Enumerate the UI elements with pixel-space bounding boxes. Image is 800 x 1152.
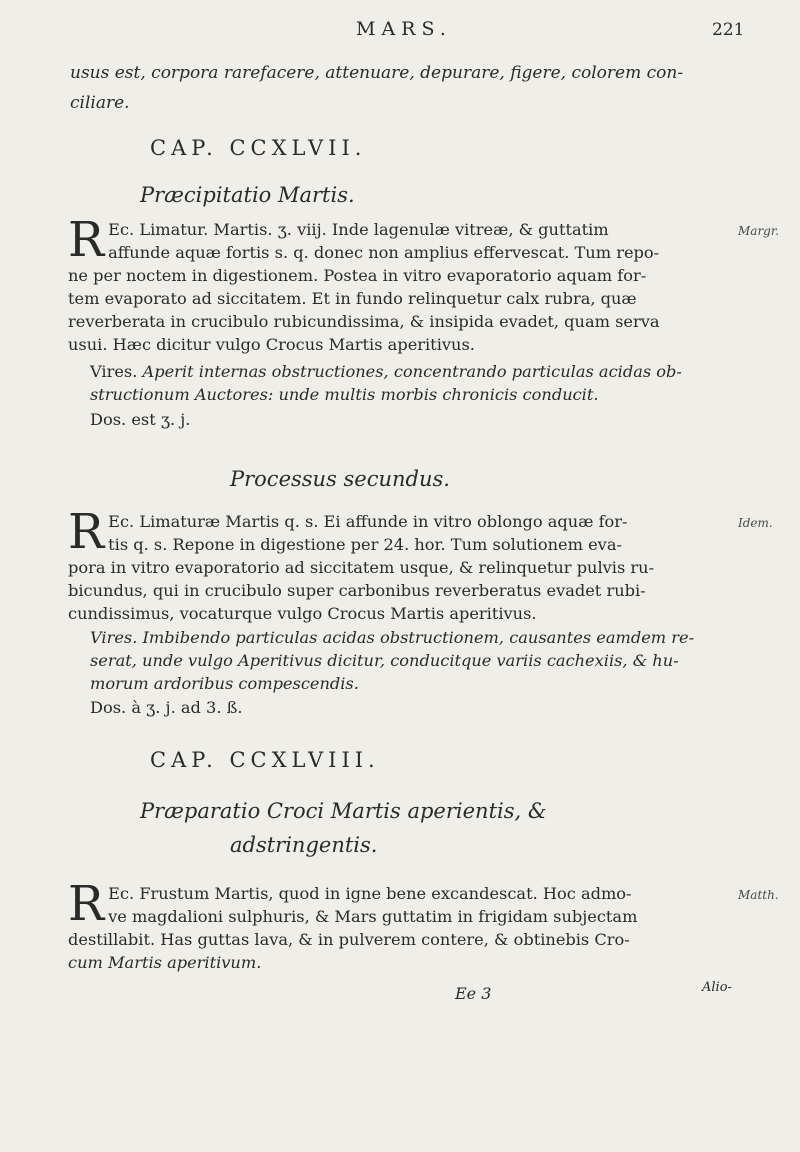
chapter-248-title-line-2: adstringentis. [230,833,378,857]
vires-text: Aperit internas obstructiones, concentrando particulas acidas ob- [142,362,682,381]
line: Ec. Limaturæ Martis q. s. Ei affunde in vitro oblongo aquæ for- [108,512,628,531]
line: bicundus, qui in crucibulo super carbonibus reverberatus evadet rubi- [68,581,646,600]
signature-mark: Ee 3 [455,984,492,1003]
chapter-247-title: Præcipitatio Martis. [140,183,355,207]
line: ve magdalioni sulphuris, & Mars guttatim in frigidam subjectam [108,907,638,926]
continuation-text [70,58,730,118]
catchword: Alio- [702,980,732,995]
chapter-247-label: CAP. CCXLVII. [150,136,367,160]
running-head [0,18,800,44]
vires-line-3: morum ardoribus compescendis. [90,674,359,693]
margin-note-processus: Idem. [738,516,773,530]
chapter-247-paragraph [68,212,726,356]
line: Ec. Frustum Martis, quod in igne bene excandescat. Hoc admo- [108,884,632,903]
line: affunde aquæ fortis s. q. donec non amplius effervescat. Tum repo- [108,243,660,262]
chapter-248-paragraph [68,876,726,974]
drop-cap-r: R [68,504,105,560]
page-number: 221 [712,20,745,40]
line: tis q. s. Repone in digestione per 24. hor. Tum solutionem eva- [108,535,622,554]
chapter-248-label: CAP. CCXLVIII. [150,748,380,772]
continuation-line-2: ciliare. [70,93,130,113]
vires-label: Vires. [90,362,138,381]
chapter-247-dose: Dos. est ʒ. j. [90,410,191,429]
vires-line-1: Vires. Imbibendo particulas acidas obstructionem, causantes eamdem re- [90,628,695,647]
line: reverberata in crucibulo rubicundissima, & insipida evadet, quam serva [68,312,660,331]
chapter-248-title-line-1: Præparatio Croci Martis aperientis, & [140,799,547,823]
continuation-line-1: usus est, corpora rarefacere, attenuare, depurare, figere, colorem con- [70,63,684,83]
line: tem evaporato ad siccitatem. Et in fundo relinquetur calx rubra, quæ [68,289,637,308]
line: destillabit. Has guttas lava, & in pulverem contere, & obtinebis Cro- [68,930,630,949]
line: Ec. Limatur. Martis. ʒ. viij. Inde lagenulæ vitreæ, & guttatim [108,220,609,239]
processus-dose: Dos. à ʒ. j. ad 3. ß. [90,698,243,717]
running-head-title: MARS. [356,18,452,40]
vires-text-2: structionum Auctores: unde multis morbis chronicis conducit. [90,385,599,404]
processus-paragraph [68,504,726,625]
chapter-248-title [140,794,660,862]
processus-title: Processus secundus. [230,467,450,491]
line: cundissimus, vocaturque vulgo Crocus Martis aperitivus. [68,604,537,623]
processus-vires [90,626,726,695]
line: pora in vitro evaporatorio ad siccitatem usque, & relinquetur pulvis ru- [68,558,655,577]
line: cum Martis aperitivum. [68,953,262,972]
drop-cap-r: R [68,876,105,932]
line: ne per noctem in digestionem. Postea in vitro evaporatorio aquam for- [68,266,647,285]
margin-note-247: Margr. [738,224,780,238]
drop-cap-r: R [68,212,105,268]
vires-line-2: serat, unde vulgo Aperitivus dicitur, conducitque variis cachexiis, & hu- [90,651,679,670]
margin-note-248: Matth. [738,888,779,902]
line: usui. Hæc dicitur vulgo Crocus Martis aperitivus. [68,335,475,354]
chapter-247-vires [90,360,726,406]
